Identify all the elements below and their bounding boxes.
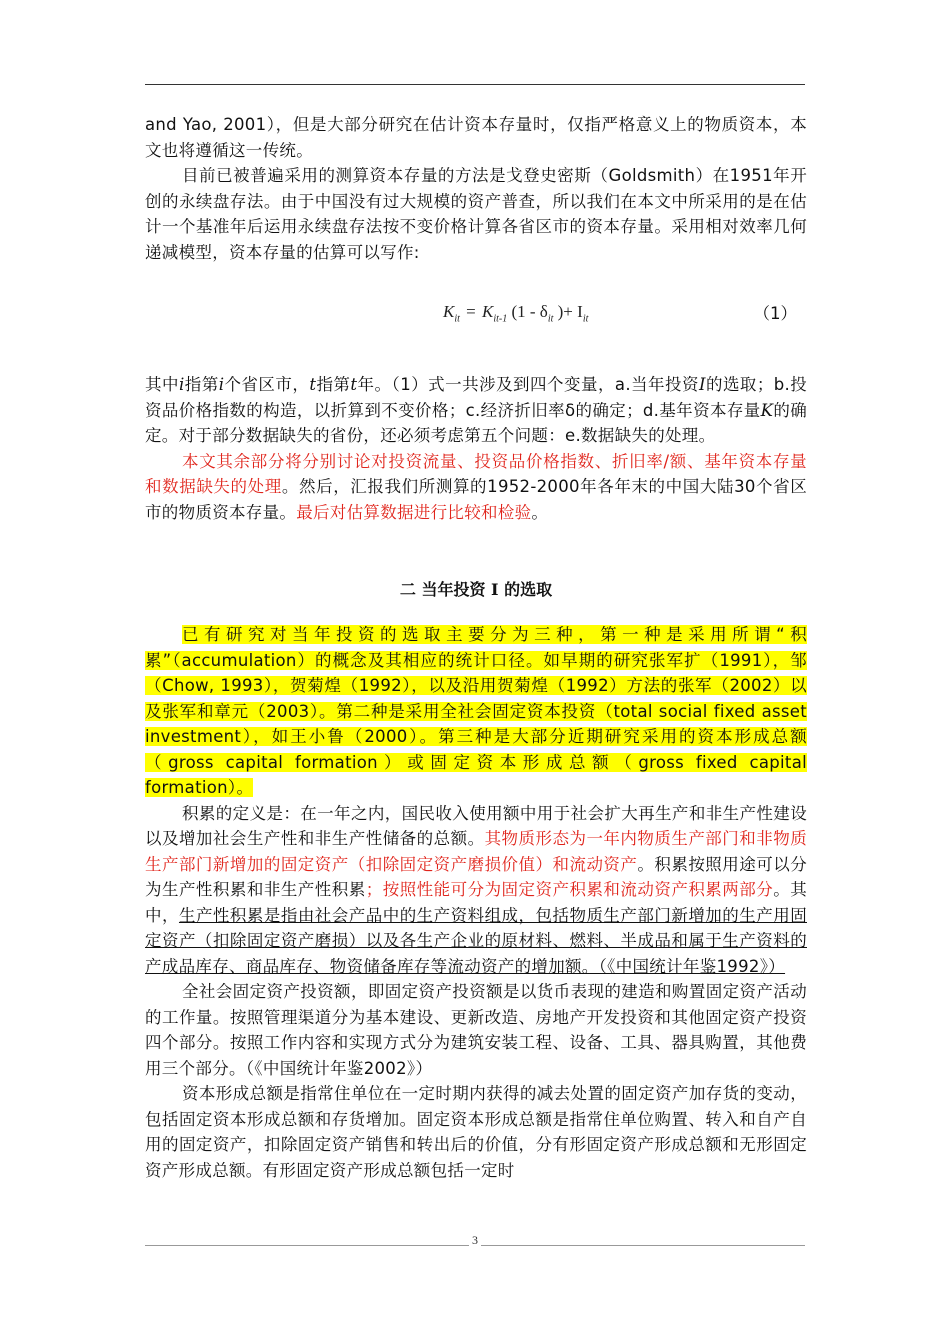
paragraph-1: and Yao, 2001），但是大部分研究在估计资本存量时，仅指严格意义上的物质资本，本文也将遵循这一传统。 [145,115,807,160]
paragraph-3: 其中i指第i个省区市，t指第t年。（1）式一共涉及到四个变量，a.当年投资I的选取；b.投资品价格指数的构造，以折算到不变价格；c.经济折旧率δ的确定；d.基年资本存量K的确定。对于部分数据缺失的省份，还必须考虑第五个问题：e.数据缺失的处理。 [145,375,808,445]
document-body [145,112,807,1183]
paragraph-4: 本文其余部分将分别讨论对投资流量、投资品价格指数、折旧率/额、基年资本存量和数据缺失的处理。然后，汇报我们所测算的1952-2000年各年末的中国大陆30个省区市的物质资本存量。最后对估算数据进行比较和检验。 [145,451,808,522]
equation-1 [145,280,807,354]
paragraph-6: 积累的定义是：在一年之内，国民收入使用额中用于社会扩大再生产和非生产性建设以及增加社会生产性和非生产性储备的总额。其物质形态为一年内物质生产部门和非物质生产部门新增加的固定资产（扣除固定资产磨损价值）和流动资产。积累按照用途可以分为生产性积累和非生产性积累；按照性能可分为固定资产积累和流动资产积累两部分。其中，生产性积累是指由社会产品中的生产资料组成，包括物质生产部门新增加的生产用固定资产（扣除固定资产磨损）以及各生产企业的原材料、燃料、半成品和属于生产资料的产成品库存、商品库存、物资储备库存等流动资产的增加额。（《中国统计年鉴1992》） [145,803,808,976]
section-heading: 二 当年投资 I 的选取 [399,580,553,599]
paragraph-7: 全社会固定资产投资额，即固定资产投资额是以货币表现的建造和购置固定资产活动的工作量。按照管理渠道分为基本建设、更新改造、房地产开发投资和其他固定资产投资四个部分。按照工作内容和实现方式分为建筑安装工程、设备、工具、器具购置，其他费用三个部分。（《中国统计年鉴2002》） [145,982,807,1078]
header-rule [145,84,805,85]
paragraph-8: 资本形成总额是指常住单位在一定时期内获得的减去处置的固定资产加存货的变动，包括固定资本形成总额和存货增加。固定资本形成总额是指常住单位购置、转入和自产自用的固定资产，扣除固定资产销售和转出后的价值，分有形固定资产形成总额和无形固定资产形成总额。有形固定资产形成总额包括一定时 [145,1084,807,1180]
paragraph-5: 已有研究对当年投资的选取主要分为三种，第一种是采用所谓“积累”（accumulation）的概念及其相应的统计口径。如早期的研究张军扩（1991），邹（Chow, 1993），贺菊煌（1992），以及沿用贺菊煌（1992）方法的张军（2002）以及张军和章元（2003）。第二种是采用全社会固定资本投资（total social fixed asset investment），如王小鲁（2000）。第三种是大部分近期研究采用的资本形成总额（gross capital formation）或固定资本形成总额（gross fixed capital formation）。 [145,625,807,797]
capital-stock-formula: $K_{it} = K_{it-1}$ ($1 - \delta_{it}$ )+ $I_{it}$ [443,302,589,325]
page-number: 3 [0,1233,950,1248]
equation-number: （1） [753,304,797,323]
paragraph-2: 目前已被普遍采用的测算资本存量的方法是戈登史密斯（Goldsmith）在1951年开创的永续盘存法。由于中国没有过大规模的资产普查，所以我们在本文中所采用的是在估计一个基准年后运用永续盘存法按不变价格计算各省区市的资本存量。采用相对效率几何递减模型，资本存量的估算可以写作: [145,166,807,262]
